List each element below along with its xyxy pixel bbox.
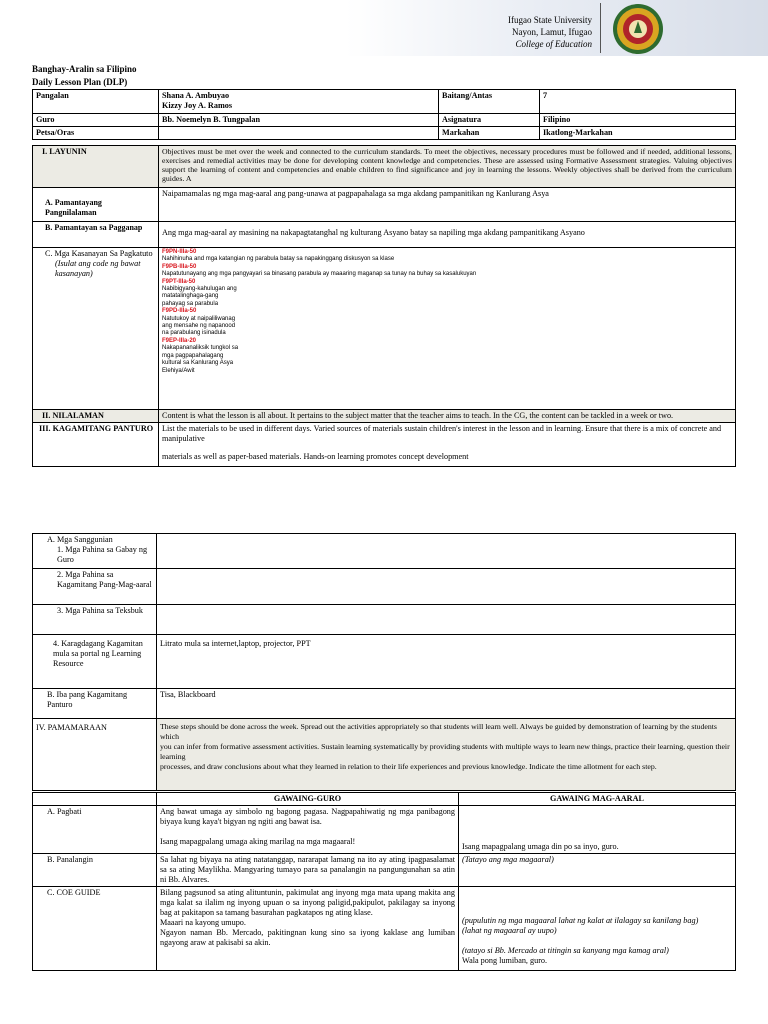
- pamantayan-sa-pagganap-label: B. Pamantayan sa Pagganap: [33, 222, 159, 248]
- lesson-plan-title: Banghay-Aralin sa Filipino: [32, 64, 137, 74]
- guro-value: Bb. Noemelyn B. Tungpalan: [159, 114, 439, 127]
- kagamitan-label: III. KAGAMITANG PANTURO: [33, 423, 159, 467]
- pangalan-value: [159, 90, 439, 114]
- gabay-guro-label: 1. Mga Pahina sa Gabay ng Guro: [57, 545, 148, 564]
- panalangin-mag-aaral: (Tatayo ang mga magaaral): [459, 854, 736, 887]
- kasanayan-label-cell: [33, 248, 159, 410]
- pamamaraan-text-2: you can infer from formative assessment activities. Sustain learning systematically by providing students with multiple ways to learn new things, practice their learning, question their learning: [160, 742, 730, 761]
- code-4: F9PD-IIIa-50: [162, 308, 197, 315]
- panalangin-label: B. Panalangin: [33, 854, 157, 887]
- university-seal-icon: [612, 3, 664, 55]
- code-3: F9PT-IIIa-50: [162, 278, 196, 285]
- kasanayan-label: C. Mga Kasanayan Sa Pagkatuto: [45, 249, 153, 258]
- coe-mag-4: Wala pong lumiban, guro.: [462, 956, 548, 965]
- info-table: [32, 89, 736, 140]
- coe-guide-guro: [157, 887, 459, 971]
- asignatura-value: Filipino: [540, 114, 736, 127]
- lesson-plan-subtitle: Daily Lesson Plan (DLP): [32, 77, 128, 87]
- baitang-value: 7: [540, 90, 736, 114]
- coe-guro-2: Maaari na kayong umupo.: [160, 918, 246, 927]
- university-address: Nayon, Lamut, Ifugao: [512, 27, 592, 37]
- header-divider: [600, 3, 601, 53]
- teksbuk-value: [157, 605, 736, 635]
- gawaing-guro-header: GAWAING-GURO: [157, 793, 459, 806]
- coe-guro-3: Ngayon naman Bb. Mercado, pakitingnan kung sino sa iyong kaklase ang lumiban ngayong araw at pakisabi sa akin.: [160, 928, 455, 947]
- coe-mag-1: (pupulutin ng mga magaaral lahat ng kalat at ilalagay sa kanilang bag): [462, 916, 699, 925]
- asignatura-label: Asignatura: [439, 114, 540, 127]
- code-4-text: Natutukoy at naipaliliwanag ang mensahe ng napanood na parabulang isinadula: [162, 315, 236, 337]
- pamamaraan-text-3: processes, and draw conclusions about what they learned in relation to their life experiences and previous knowledge. Indicate the time allotment for each step.: [160, 762, 657, 771]
- kasanayan-note: (Isulat ang code ng bawat kasanayan): [55, 259, 141, 278]
- layunin-text: Objectives must be met over the week and connected to the curriculum standards. To meet the objectives, necessary procedures must be followed and if needed, additional lessons, exercises and remedial activities may be done for developing content knowledge and competencies. These are assessed using Formative Assessment strategies. Valuing objectives support the learning of content and competencies and enable children to find significance and joy in learning the lessons. Weekly objectives shall be derived from the curriculum guides. A: [159, 146, 736, 188]
- guro-label: Guro: [33, 114, 159, 127]
- pamamaraan-text-1: These steps should be done across the week. Spread out the activities appropriately so that students will learn well. Always be guided by demonstration of learning by the students which: [160, 722, 717, 741]
- kagamitan-text-2: materials as well as paper-based materials. Hands-on learning promotes concept development: [162, 452, 469, 461]
- code-1: F9PN-IIIa-50: [162, 249, 197, 255]
- procedure-header-empty: [33, 793, 157, 806]
- pagbati-guro: [157, 806, 459, 854]
- pagbati-guro-1: Ang bawat umaga ay simbolo ng bagong pagasa. Nagpapahiwatig ng mga panibagong biyaya kung kaya't bigyan ng ngiti ang bawat isa.: [160, 807, 455, 826]
- kagamitang-mag-aaral-value: [157, 569, 736, 605]
- student-name-2: Kizzy Joy A. Ramos: [162, 101, 233, 110]
- coe-mag-2: (lahat ng magaaral ay uupo): [462, 926, 557, 935]
- kagamitan-text-1: List the materials to be used in different days. Varied sources of materials sustain children's interest in the lesson and in learning. Ensure that there is a mix of concrete and manipulative: [162, 424, 722, 443]
- markahan-value: Ikatlong-Markahan: [540, 127, 736, 140]
- pagbati-label: A. Pagbati: [33, 806, 157, 854]
- sanggunian-label-cell: [33, 534, 157, 569]
- code-2: F9PB-IIIa-50: [162, 263, 197, 270]
- layunin-table: [32, 145, 736, 467]
- pamantayang-pangnilalaman-label: A. Pamantayang Pangnilalaman: [33, 188, 159, 222]
- kagamitan-text: [159, 423, 736, 467]
- petsa-label: Petsa/Oras: [33, 127, 159, 140]
- procedure-table: [32, 792, 736, 971]
- teksbuk-label: 3. Mga Pahina sa Teksbuk: [33, 605, 157, 635]
- code-2-text: Napatutunayang ang mga pangyayari sa binasang parabula ay maaaring maganap sa tunay na buhay sa kasalukuyan: [162, 271, 477, 278]
- panalangin-guro: Sa lahat ng biyaya na ating natatanggap, nararapat lamang na ito ay ating ipagpasalamat sa sa ating Maylikha. Mangyaring tumayo para sa panalangin na pangungunahan sa atin ni Bb. Alvares.: [157, 854, 459, 887]
- petsa-value: [159, 127, 439, 140]
- nilalaman-label: [33, 410, 159, 423]
- coe-guide-mag-aaral: [459, 887, 736, 971]
- nilalaman-label-text: II. NILALAMAN: [42, 411, 104, 420]
- code-1-text: Nahihinuha and mga katangian ng parabula batay sa napakinggang diskusyon sa klase: [162, 256, 395, 263]
- pagbati-guro-2: Isang mapagpalang umaga aking marilag na mga magaaral!: [160, 837, 356, 846]
- pagbati-mag-aaral: Isang mapagpalang umaga din po sa inyo, guro.: [459, 806, 736, 854]
- karagdagang-kagamitan-value: Litrato mula sa internet,laptop, projector, PPT: [157, 635, 736, 689]
- code-5: F9EP-IIIa-20: [162, 337, 197, 344]
- iba-pang-kagamitan-value: Tisa, Blackboard: [157, 689, 736, 719]
- coe-guide-label: C. COE GUIDE: [33, 887, 157, 971]
- pangalan-label: Pangalan: [33, 90, 159, 114]
- pamamaraan-label: IV. PAMAMARAAN: [33, 719, 157, 791]
- baitang-label: Baitang/Antas: [439, 90, 540, 114]
- sanggunian-table: [32, 533, 736, 791]
- pamantayang-pangnilalaman-text: Naipamamalas ng mga mag-aaral ang pang-unawa at pagpapahalaga sa mga akdang pampanitikan ng Kanlurang Asya: [159, 188, 736, 222]
- sanggunian-label: A. Mga Sanggunian: [47, 535, 113, 544]
- university-block: [508, 14, 592, 50]
- kasanayan-codes: [159, 248, 736, 410]
- student-name-1: Shana A. Ambuyao: [162, 91, 230, 100]
- coe-guro-1: Bilang pagsunod sa ating alituntunin, pakimulat ang inyong mga mata upang makita ang mga kalat sa ilalim ng inyong upuan o sa inyong paligid,pakipulot, pakilagay sa inyong bag at pakitapon sa tamang basurahan pagkatapos ng ating klase.: [160, 888, 455, 917]
- gabay-guro-value: [157, 534, 736, 569]
- code-5-text: Nakapananaliksik tungkol sa mga pagpapahalagang kultural sa Kanlurang Asya Elehiya/Awit: [162, 345, 239, 374]
- coe-mag-3: (tatayo si Bb. Mercado at titingin sa kanyang mga kamag aral): [462, 946, 669, 955]
- college-name: College of Education: [515, 39, 592, 49]
- iba-pang-kagamitan-label: B. Iba pang Kagamitang Panturo: [33, 689, 157, 719]
- layunin-label: [33, 146, 159, 188]
- code-3-text: Nabibigyang-kahulugan ang matatalinghaga-gang pahayag sa parabula: [162, 286, 237, 307]
- university-name: Ifugao State University: [508, 15, 592, 25]
- markahan-label: Markahan: [439, 127, 540, 140]
- karagdagang-kagamitan-label: 4. Karagdagang Kagamitan mula sa portal ng Learning Resource: [33, 635, 157, 689]
- pamantayan-sa-pagganap-text: Ang mga mag-aaral ay masining na nakapagtatanghal ng kulturang Asyano batay sa napiling mga akdang pampanitikang Asyano: [159, 222, 736, 248]
- nilalaman-text: Content is what the lesson is all about. It pertains to the subject matter that the teacher aims to teach. In the CG, the content can be tackled in a week or two.: [159, 410, 736, 423]
- kagamitang-mag-aaral-label: 2. Mga Pahina sa Kagamitang Pang-Mag-aaral: [33, 569, 157, 605]
- pamamaraan-text: [157, 719, 736, 791]
- layunin-label-text: I. LAYUNIN: [42, 147, 87, 156]
- gawaing-mag-aaral-header: GAWAING MAG-AARAL: [459, 793, 736, 806]
